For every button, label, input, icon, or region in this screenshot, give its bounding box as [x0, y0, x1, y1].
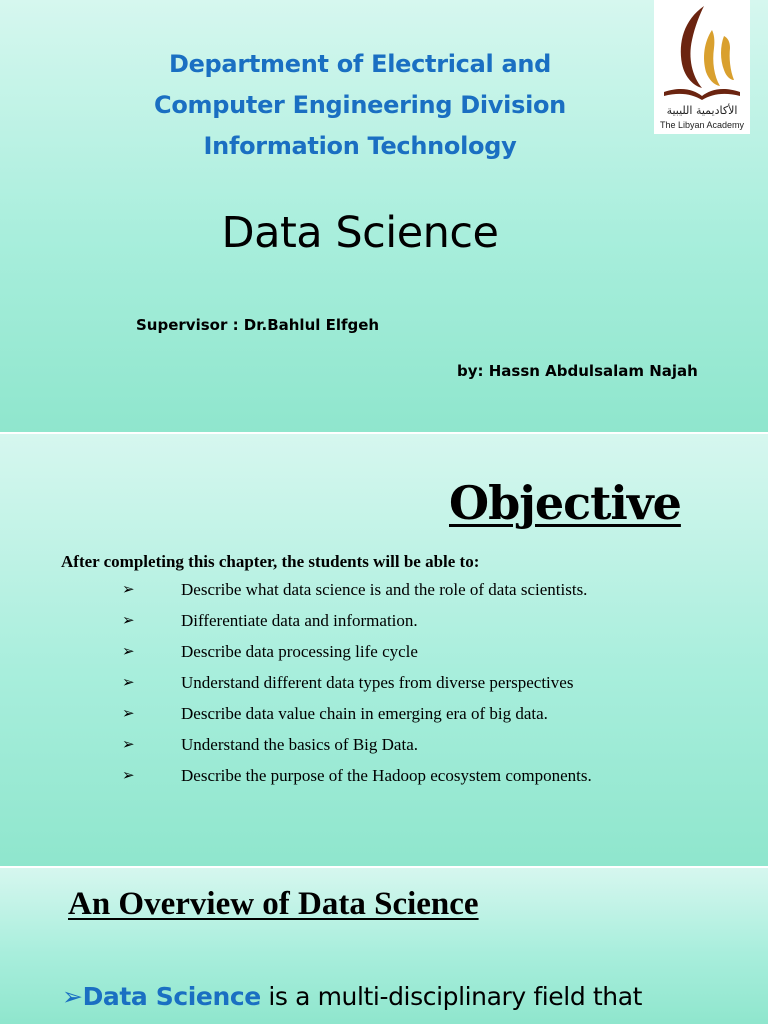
list-item — [0, 735, 768, 766]
objective-intro: After completing this chapter, the students will be able to: — [61, 552, 480, 571]
list-item — [0, 766, 768, 797]
list-item-text: Understand the basics of Big Data. — [181, 735, 418, 754]
list-item-text: Describe data processing life cycle — [181, 642, 418, 661]
list-item — [0, 611, 768, 642]
slide-title: Objective — [449, 476, 681, 530]
list-item — [0, 704, 768, 735]
logo-english-text: The Libyan Academy — [659, 120, 745, 130]
department-heading — [80, 44, 640, 167]
list-item-text: Describe data value chain in emerging era of big data. — [181, 704, 548, 723]
arrow-bullet-icon: ➢ — [122, 613, 135, 629]
overview-slide — [0, 868, 768, 1024]
arrow-bullet-icon: ➢ — [122, 675, 135, 691]
arrow-bullet-icon: ➢ — [122, 706, 135, 722]
author-label: by: Hassn Abdulsalam Najah — [457, 362, 698, 380]
objective-list — [0, 580, 768, 797]
slide-title: An Overview of Data Science — [68, 886, 479, 922]
arrow-bullet-icon: ➢ — [62, 982, 83, 1011]
arrow-bullet-icon: ➢ — [122, 582, 135, 598]
list-item-text: Differentiate data and information. — [181, 611, 418, 630]
list-item-text: Understand different data types from diverse perspectives — [181, 673, 574, 692]
overview-text: is a multi-disciplinary field that — [260, 982, 643, 1011]
academy-emblem-icon — [654, 0, 750, 134]
libyan-academy-logo — [654, 0, 750, 134]
objective-slide — [0, 434, 768, 866]
presentation-title: Data Science — [221, 208, 499, 258]
department-line: Information Technology — [203, 132, 517, 160]
logo-arabic-text: الأكاديمية الليبية — [666, 104, 738, 117]
arrow-bullet-icon: ➢ — [122, 768, 135, 784]
list-item-text: Describe the purpose of the Hadoop ecosystem components. — [181, 766, 592, 785]
list-item — [0, 580, 768, 611]
supervisor-label: Supervisor : Dr.Bahlul Elfgeh — [136, 316, 380, 334]
overview-paragraph — [62, 982, 642, 1011]
arrow-bullet-icon: ➢ — [122, 644, 135, 660]
list-item — [0, 673, 768, 704]
title-slide — [0, 0, 768, 432]
department-line: Computer Engineering Division — [154, 91, 566, 119]
department-line: Department of Electrical and — [168, 50, 552, 78]
list-item-text: Describe what data science is and the role of data scientists. — [181, 580, 588, 599]
highlighted-term: Data Science — [82, 982, 261, 1011]
arrow-bullet-icon: ➢ — [122, 737, 135, 753]
list-item — [0, 642, 768, 673]
